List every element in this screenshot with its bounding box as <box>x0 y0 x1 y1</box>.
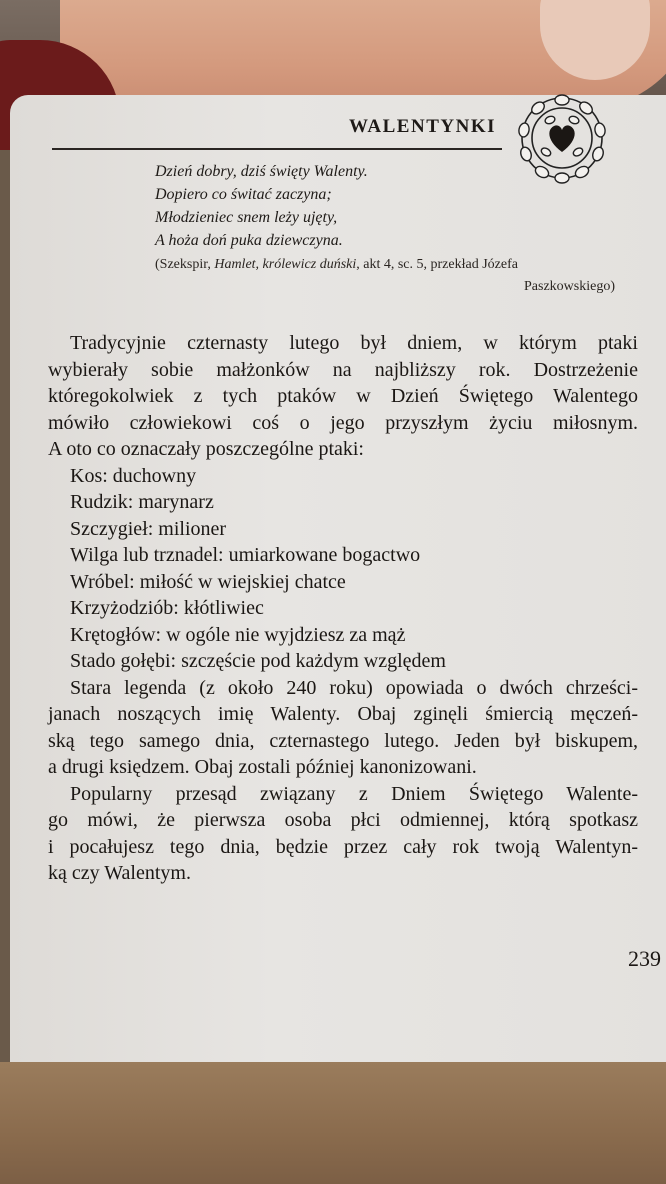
epigraph-line: Młodzieniec snem leży ujęty, <box>155 209 338 226</box>
citation-work: Hamlet, królewicz duński <box>214 257 357 272</box>
paragraph-line: A oto co oznaczały poszczególne ptaki: <box>48 438 364 460</box>
page-number: 239 <box>628 946 661 971</box>
paragraph-line: go mówi, że pierwsza osoba płci odmiennej, którą spotkasz <box>48 809 638 831</box>
running-header <box>52 112 502 152</box>
citation-translator: Paszkowskiego) <box>524 279 615 294</box>
epigraph-line: Dzień dobry, dziś święty Walenty. <box>155 163 368 180</box>
paragraph-line: wybierały sobie małżonków na najbliższy rok. Dostrzeżenie <box>48 358 638 381</box>
bird-list-item: Kos: duchowny <box>70 464 197 487</box>
bird-list-item: Krzyżodziób: kłótliwiec <box>70 597 264 619</box>
paragraph-line: mówiło człowiekowi coś o jego przyszłym życiu miłosnym. <box>48 411 638 434</box>
citation-open: (Szekspir, <box>155 257 215 272</box>
epigraph <box>155 160 625 298</box>
paragraph-line: Popularny przesąd związany z Dniem Świętego Walente- <box>70 782 638 805</box>
paragraph-line: ską tego samego dnia, czternastego lutego. Jeden był biskupem, <box>48 729 638 752</box>
chapter-title: WALENTYNKI <box>349 116 496 137</box>
epigraph-line: Dopiero co świtać zaczyna; <box>155 186 332 203</box>
epigraph-citation <box>155 254 625 298</box>
bird-list-item: Wilga lub trznadel: umiarkowane bogactwo <box>70 544 421 566</box>
paragraph-line: i pocałujesz tego dnia, będzie przez cały rok twoją Walentyn- <box>48 835 638 858</box>
paragraph-line: Tradycyjnie czternasty lutego był dniem, w którym ptaki <box>70 332 638 354</box>
citation-rest: , akt 4, sc. 5, przekład Józefa <box>356 257 518 272</box>
bird-list-item: Rudzik: marynarz <box>70 491 214 513</box>
bird-list-item: Wróbel: miłość w wiejskiej chatce <box>70 570 346 593</box>
paragraph-line: a drugi księdzem. Obaj zostali później kanonizowani. <box>48 756 477 778</box>
paragraph-line: Stara legenda (z około 240 roku) opowiada o dwóch chrześci- <box>70 676 638 699</box>
bird-list-item: Krętogłów: w ogóle nie wyjdziesz za mąż <box>70 623 406 646</box>
paragraph-line: ką czy Walentym. <box>48 862 191 884</box>
bird-list-item: Szczygieł: milioner <box>70 517 227 540</box>
bird-list-item: Stado gołębi: szczęście pod każdym względem <box>70 650 446 672</box>
paragraph-line: janach noszących imię Walenty. Obaj zginęli śmiercią męczeń- <box>48 703 638 725</box>
epigraph-line: A hoża doń puka dziewczyna. <box>155 232 343 249</box>
header-rule <box>52 148 502 150</box>
body-text <box>48 330 638 887</box>
paragraph-line: któregokolwiek z tych ptaków w Dzień Świętego Walentego <box>48 385 638 407</box>
wooden-desk <box>0 1062 666 1184</box>
